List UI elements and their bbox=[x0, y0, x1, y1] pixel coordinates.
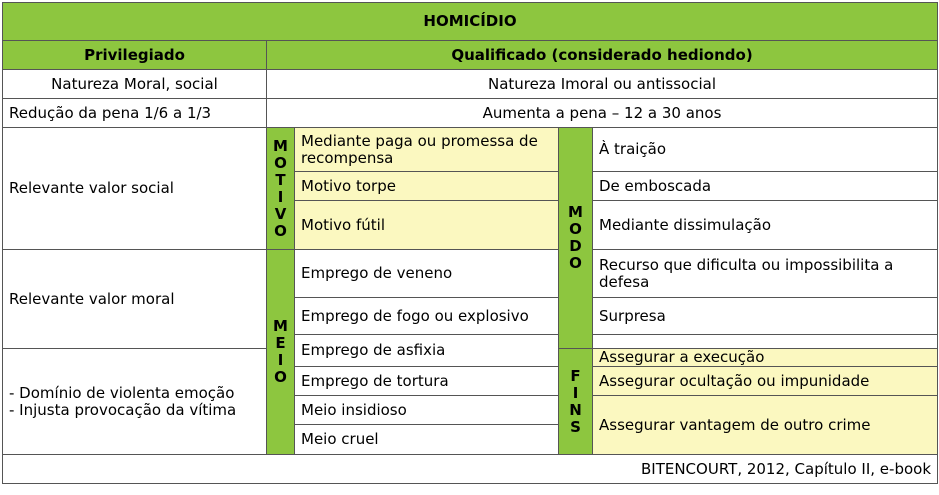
table-footer: BITENCOURT, 2012, Capítulo II, e-book bbox=[3, 455, 938, 484]
meio-item: Meio insidioso bbox=[295, 396, 559, 425]
emocao-line: - Injusta provocação da vítima bbox=[9, 400, 237, 419]
modo-item: De emboscada bbox=[593, 172, 938, 201]
privilegiado-emocao bbox=[3, 349, 267, 455]
meio-item: Emprego de veneno bbox=[295, 250, 559, 298]
modo-spacer bbox=[593, 335, 938, 349]
privilegiado-social: Relevante valor social bbox=[3, 128, 267, 250]
fins-item: Assegurar vantagem de outro crime bbox=[593, 396, 938, 455]
fins-item: Assegurar a execução bbox=[593, 349, 938, 367]
motivo-item: Motivo fútil bbox=[295, 201, 559, 250]
homicidio-table bbox=[2, 2, 938, 484]
motivo-item: Motivo torpe bbox=[295, 172, 559, 201]
header-privilegiado: Privilegiado bbox=[3, 41, 267, 70]
emocao-line: - Domínio de violenta emoção bbox=[9, 383, 235, 402]
motivo-label: M O T I V O bbox=[267, 128, 295, 250]
meio-item: Emprego de asfixia bbox=[295, 335, 559, 367]
privilegiado-moral: Relevante valor moral bbox=[3, 250, 267, 349]
modo-label: M O D O bbox=[559, 128, 593, 349]
modo-item: Surpresa bbox=[593, 298, 938, 335]
nature-left: Natureza Moral, social bbox=[3, 70, 267, 99]
modo-item: Mediante dissimulação bbox=[593, 201, 938, 250]
meio-item: Emprego de tortura bbox=[295, 367, 559, 396]
modo-item: À traição bbox=[593, 128, 938, 172]
fins-label: F I N S bbox=[559, 349, 593, 455]
nature-right: Natureza Imoral ou antissocial bbox=[267, 70, 938, 99]
penalty-left: Redução da pena 1/6 a 1/3 bbox=[3, 99, 267, 128]
modo-item: Recurso que dificulta ou impossibilita a defesa bbox=[593, 250, 938, 298]
penalty-right: Aumenta a pena – 12 a 30 anos bbox=[267, 99, 938, 128]
fins-item: Assegurar ocultação ou impunidade bbox=[593, 367, 938, 396]
header-qualificado: Qualificado (considerado hediondo) bbox=[267, 41, 938, 70]
meio-item: Meio cruel bbox=[295, 425, 559, 455]
meio-item: Emprego de fogo ou explosivo bbox=[295, 298, 559, 335]
motivo-item: Mediante paga ou promessa de recompensa bbox=[295, 128, 559, 172]
meio-label: M E I O bbox=[267, 250, 295, 455]
table-title: HOMICÍDIO bbox=[3, 3, 938, 41]
